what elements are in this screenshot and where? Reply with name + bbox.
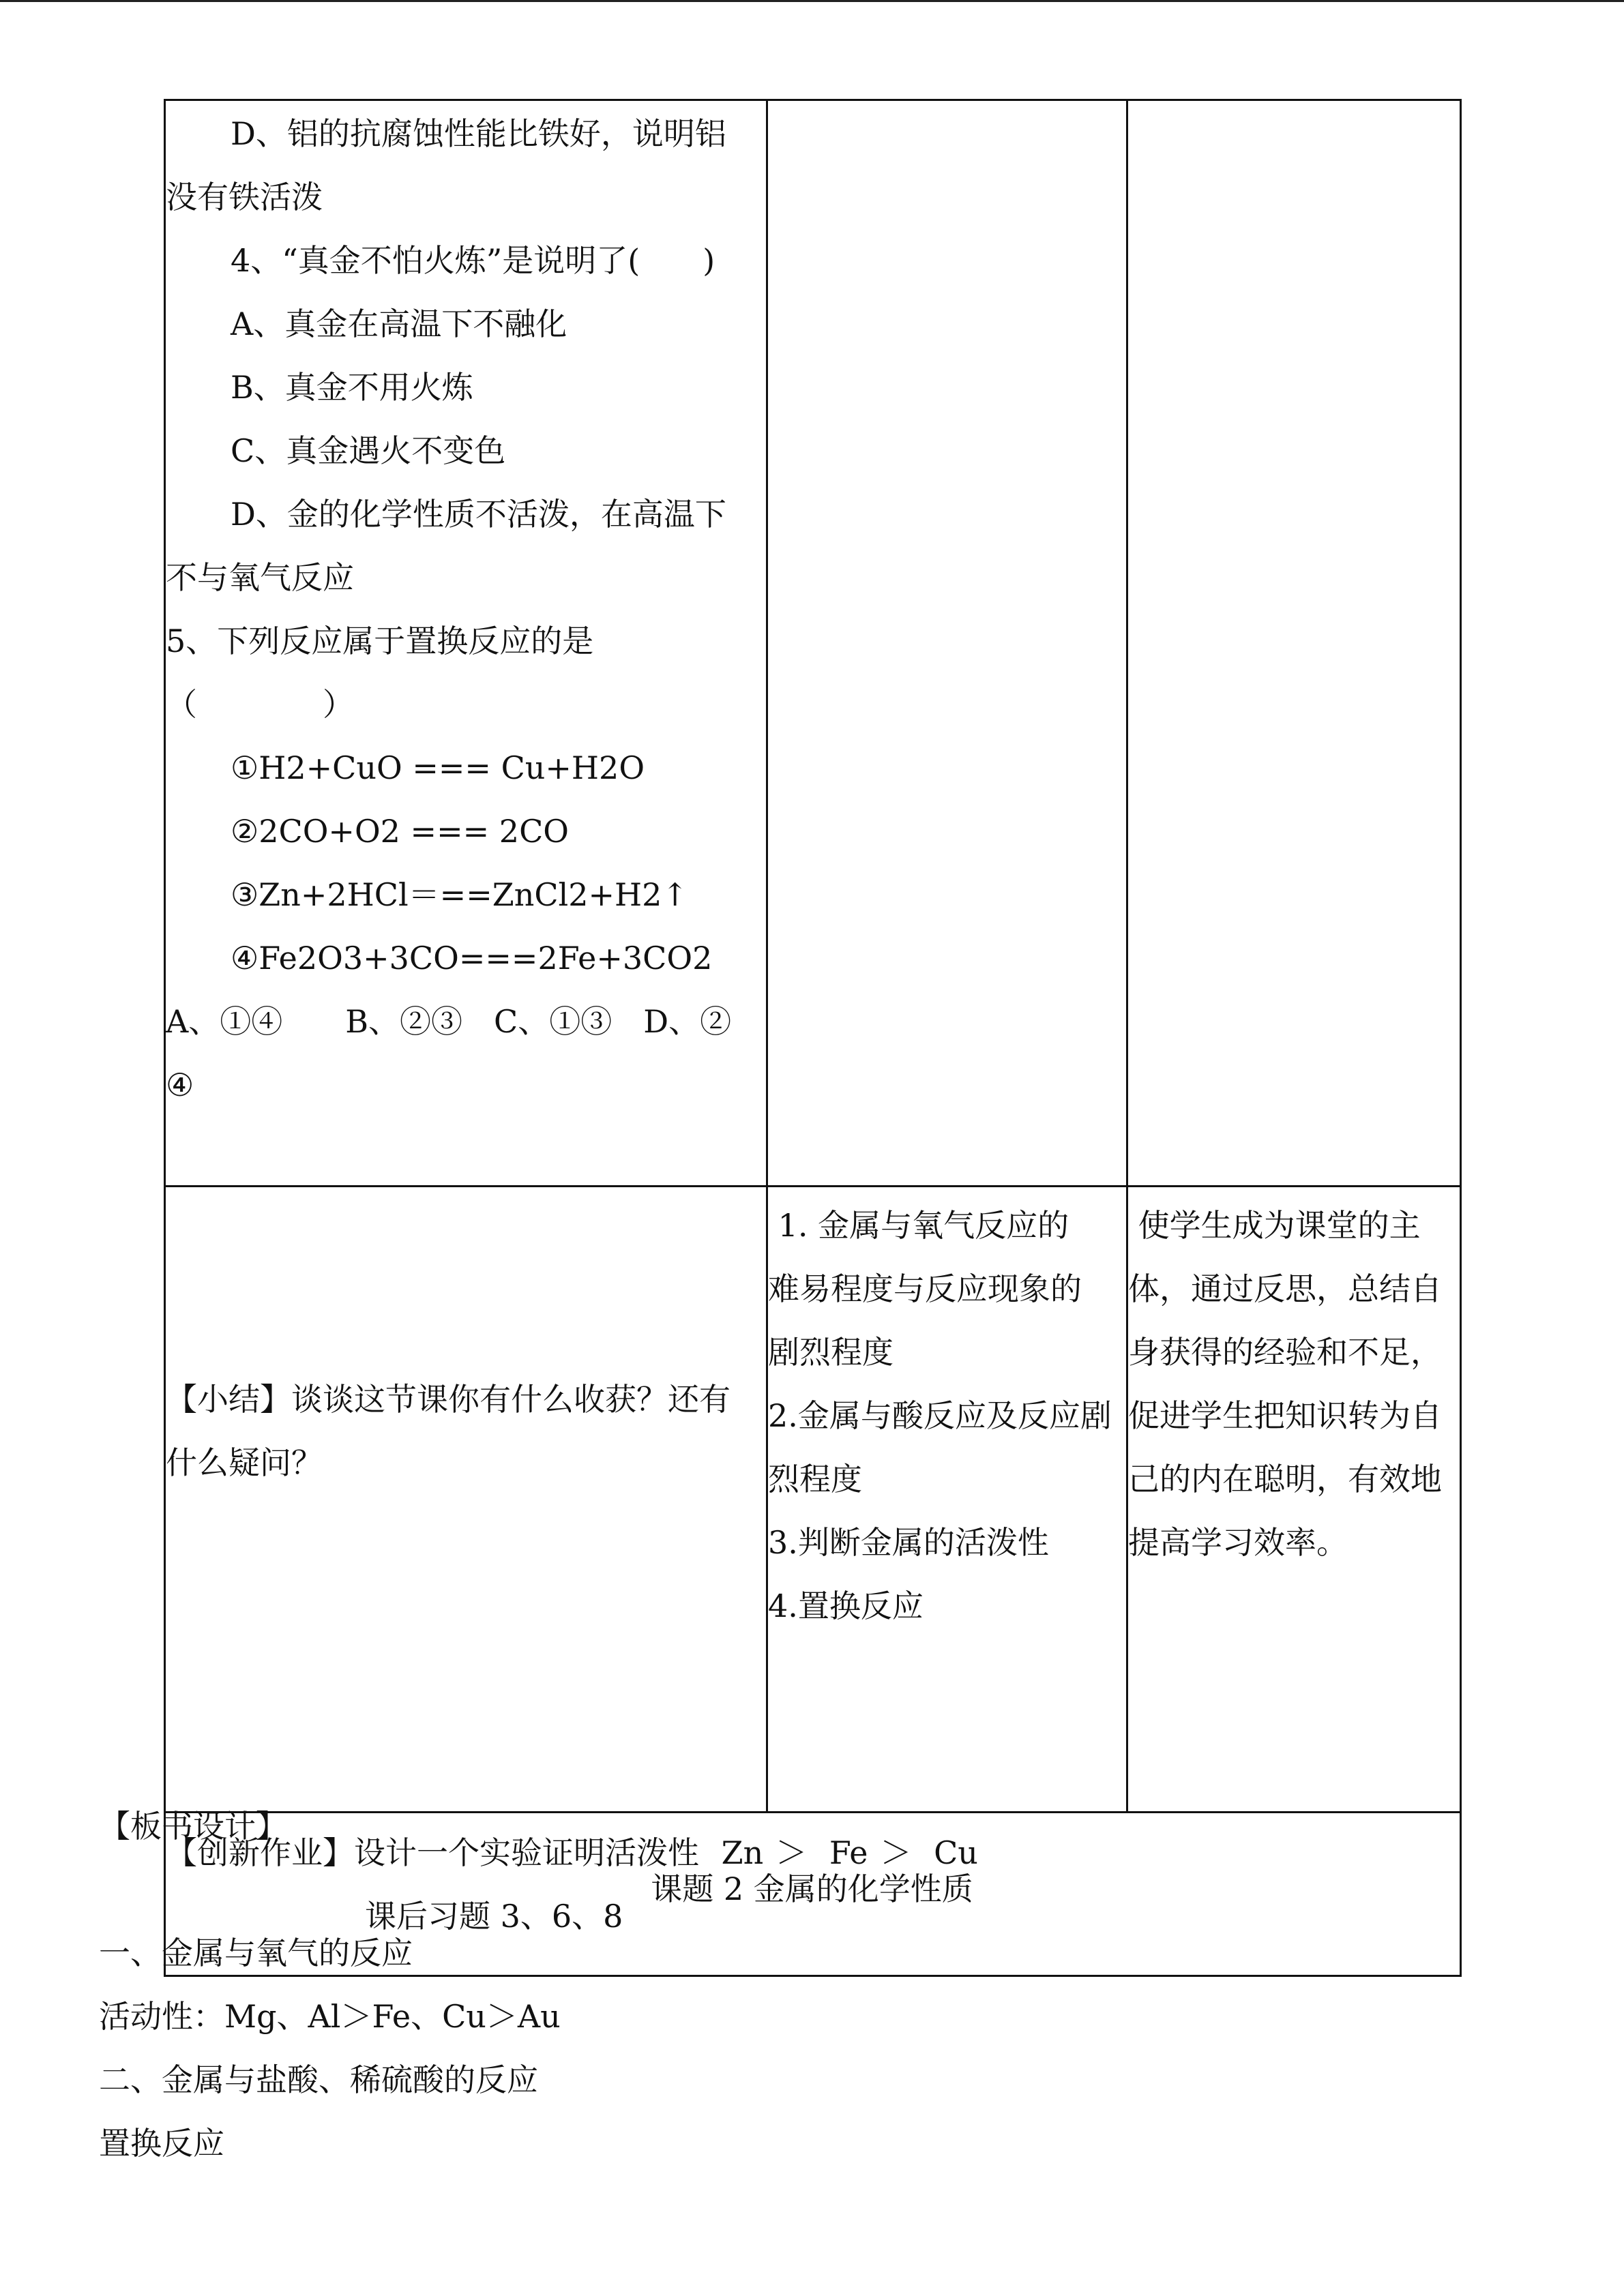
summary-row [165, 1187, 1461, 1813]
q5-stem: 5、下列反应属于置换反应的是 [166, 623, 594, 659]
summary-point-4: 4.置换反应 [768, 1587, 924, 1624]
board-design-heading: 【板书设计】 [99, 1808, 287, 1845]
summary-prompt: 【小结】谈谈这节课你有什么收获？还有 [166, 1381, 730, 1418]
intent-line-1: 使学生成为课堂的主 [1128, 1207, 1421, 1244]
page-top-border [0, 0, 1624, 2]
q4-option-d-cont: 不与氧气反应 [166, 559, 354, 596]
q5-answer-choices-cont: ④ [166, 1067, 194, 1103]
teacher-activity-cell-empty [767, 100, 1127, 1187]
board-section-2: 二、金属与盐酸、稀硫酸的反应 [99, 2061, 538, 2098]
summary-point-2-cont: 烈程度 [768, 1461, 862, 1497]
exercise-row [165, 100, 1461, 1187]
q5-answer-choices: A、①④ B、②③ C、①③ D、② [166, 1003, 732, 1040]
summary-point-3: 3.判断金属的活泼性 [768, 1524, 1049, 1561]
summary-point-1-cont: 难易程度与反应现象的 [768, 1270, 1082, 1307]
intent-line-6: 提高学习效率。 [1128, 1524, 1348, 1561]
q5-answer-blank: （ ） [166, 686, 354, 723]
q4-option-d: D、金的化学性质不活泼，在高温下 [231, 496, 726, 533]
board-section-1: 一、金属与氧气的反应 [99, 1935, 413, 1971]
intent-line-2: 体，通过反思，总结自 [1128, 1270, 1442, 1307]
intent-line-3: 身获得的经验和不足， [1128, 1334, 1442, 1371]
greater-than-2: ＞ [880, 1834, 912, 1871]
intent-line-4: 促进学生把知识转为自 [1128, 1397, 1442, 1434]
metal-zn: Zn [721, 1834, 764, 1871]
q4-option-a: A、真金在高温下不融化 [231, 305, 567, 342]
lesson-plan-table [164, 99, 1462, 1977]
q5-reaction-3: ③Zn+2HCl＝==ZnCl2+H2↑ [231, 876, 688, 913]
intent-line-5: 己的内在聪明，有效地 [1128, 1461, 1442, 1497]
summary-intent-cell [1127, 1187, 1461, 1813]
board-activity-series: 活动性：Mg、Al＞Fe、Cu＞Au [99, 1998, 561, 2035]
summary-prompt-cont: 什么疑问？ [166, 1444, 323, 1481]
q5-reaction-1: ①H2+CuO === Cu+H2O [231, 749, 645, 786]
summary-point-1-cont2: 剧烈程度 [768, 1334, 894, 1371]
summary-prompt-cell [165, 1187, 767, 1813]
q3-option-d: D、铝的抗腐蚀性能比铁好，说明铝 [231, 115, 726, 152]
summary-point-2: 2.金属与酸反应及反应剧 [768, 1397, 1112, 1434]
q5-reaction-2: ②2CO+O2 === 2CO [231, 813, 569, 850]
q4-option-b: B、真金不用火炼 [231, 369, 473, 406]
board-replacement-reaction: 置换反应 [99, 2125, 224, 2162]
exercise-cell [165, 100, 767, 1187]
greater-than-1: ＞ [776, 1834, 808, 1871]
design-intent-cell-empty [1127, 100, 1461, 1187]
q4-stem: 4、“真金不怕火炼”是说明了( ) [231, 242, 715, 279]
metal-cu: Cu [934, 1834, 978, 1871]
summary-point-1: 1. 金属与氧气反应的 [768, 1207, 1069, 1244]
board-title: 课题 2 金属的化学性质 [651, 1870, 973, 1907]
metal-fe: Fe [829, 1834, 868, 1871]
homework-label: 【创新作业】设计一个实验证明活泼性 [166, 1834, 699, 1871]
q5-reaction-4: ④Fe2O3+3CO===2Fe+3CO2 [231, 940, 713, 976]
q4-option-c: C、真金遇火不变色 [231, 432, 506, 469]
q3-option-d-cont: 没有铁活泼 [166, 179, 323, 215]
homework-exercises: 课后习题 3、6、8 [365, 1898, 623, 1935]
summary-points-cell [767, 1187, 1127, 1813]
